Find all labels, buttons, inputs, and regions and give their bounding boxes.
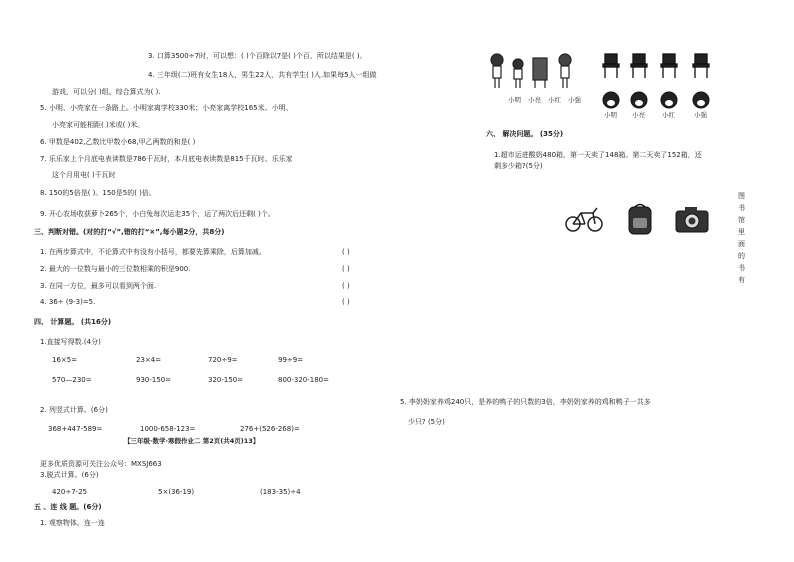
- vertical-question-text: 图书馆里面的书有: [738, 192, 745, 284]
- chair-icon: [600, 52, 720, 84]
- calc-2-c1: 368+447-589=: [48, 425, 103, 433]
- section-6-title: 六、 解决问题。 (35分): [486, 130, 564, 138]
- question-5-line1: 5. 小明、小亮家在一条路上。小明家离学校330米；小亮家离学校165米。小明、: [40, 104, 293, 112]
- section-3-title: 三、判断对错。(对的打“√”,错的打“×”,每小题2分，共8分): [34, 228, 225, 236]
- judge-1-answer: ( ): [342, 248, 350, 256]
- kid-label-bottom-1: 小明: [604, 111, 617, 119]
- question-7-line2: 这个月用电( )千瓦时: [52, 171, 116, 179]
- question-5-line2: 小亮家可能相距( )米或( )米。: [52, 121, 145, 129]
- section-4-title: 四、 计算题。 (共16分): [34, 318, 112, 326]
- calc-2-c3: 276+(526-268)=: [240, 425, 300, 433]
- calc-3-c3: (183-35)÷4: [260, 488, 301, 496]
- calc-1-r1-c2: 23×4=: [136, 356, 162, 364]
- calc-2-title: 2. 列竖式计算。(6分): [40, 406, 108, 414]
- section-5-title: 五 、连 线 题。(6分): [34, 503, 102, 511]
- problem-5-line2: 少只? (5分): [408, 418, 445, 426]
- calc-1-r1-c1: 16×5=: [52, 356, 78, 364]
- problem-1-line2: 剩多少箱?(5分): [494, 162, 543, 170]
- judge-4: 4. 36÷ (9-3)=5.: [40, 298, 96, 306]
- calc-1-r2-c2: 930-150=: [136, 376, 172, 384]
- calc-3-title: 3.脱式计算。(6分): [40, 471, 99, 479]
- calc-2-c2: 1000-658-123=: [140, 425, 196, 433]
- kid-label-bottom-4: 小强: [694, 111, 707, 119]
- calc-1-r2-c4: 800-320-180=: [278, 376, 329, 384]
- promo-text: 更多优质资源可关注公众号：MXSJ663: [40, 460, 162, 468]
- problem-1-line1: 1.超市运进酸奶480箱，第一天卖了148箱。第二天卖了152箱，还: [494, 151, 702, 159]
- question-6: 6. 甲数是402,乙数比甲数小68,甲乙两数的和是( ): [40, 138, 196, 146]
- judge-3: 3. 在同一方位，最多可以看到两个面.: [40, 282, 157, 290]
- link-1: 1. 观察物体。连一连: [40, 519, 105, 527]
- question-4-line2: 游戏，可以分( )组。综合算式为( ).: [52, 88, 161, 96]
- calc-3-c1: 420÷7-25: [52, 488, 88, 496]
- kid-label-top-4: 小强: [568, 96, 581, 104]
- calc-1-r2-c3: 320-150=: [208, 376, 244, 384]
- question-8: 8. 150的5倍是( )。150是5的( )倍。: [40, 189, 156, 197]
- question-9: 9. 开心农场收获萝卜265个，小白兔每次运走35个，运了两次后还剩( )个。: [40, 210, 275, 218]
- camera-icon: [674, 204, 710, 238]
- calc-1-r1-c4: 99÷9=: [278, 356, 304, 364]
- bicycle-icon: [565, 205, 603, 237]
- problem-5-line1: 5. 李奶奶家养鸡240只，是养的鸭子的只数的3倍，李奶奶家养的鸡和鸭子一共多: [400, 398, 651, 406]
- calc-1-r1-c3: 720÷9=: [208, 356, 238, 364]
- backpack-icon: [626, 202, 654, 240]
- judge-2-answer: ( ): [342, 265, 350, 273]
- question-4-line1: 4. 三年级(二)班有女生18人，男生22人，共有学生( )人.如果每5人一组做: [148, 71, 377, 79]
- kid-label-top-3: 小红: [548, 96, 561, 104]
- question-3: 3. 口算3500÷7时，可以想：( )个百除以7是( )个百，所以结果是( )。: [148, 52, 367, 60]
- kid-label-bottom-3: 小红: [662, 111, 675, 119]
- page-footer: 【三年级·数学·寒假作业二 第2页(共4页)13】: [124, 437, 260, 445]
- judge-3-answer: ( ): [342, 282, 350, 290]
- calc-1-title: 1.直接写得数.(4分): [40, 338, 101, 346]
- kid-label-bottom-2: 小亮: [632, 111, 645, 119]
- judge-2: 2. 最大的一位数与最小的三位数相乘的积是900.: [40, 265, 191, 273]
- calc-1-r2-c1: 570—230=: [52, 376, 92, 384]
- judge-4-answer: ( ): [342, 298, 350, 306]
- question-7-line1: 7. 乐乐家上个月底电表读数是786千瓦时，本月底电表读数是815千瓦时。乐乐家: [40, 155, 293, 163]
- kid-label-top-2: 小亮: [528, 96, 541, 104]
- kids-with-chair-icon: [485, 50, 580, 102]
- judge-1: 1. 在两步算式中，不论算式中有没有小括号，都要先算乘除，后算加减。: [40, 248, 266, 256]
- calc-3-c2: 5×(36-19): [158, 488, 195, 496]
- kid-label-top-1: 小明: [508, 96, 521, 104]
